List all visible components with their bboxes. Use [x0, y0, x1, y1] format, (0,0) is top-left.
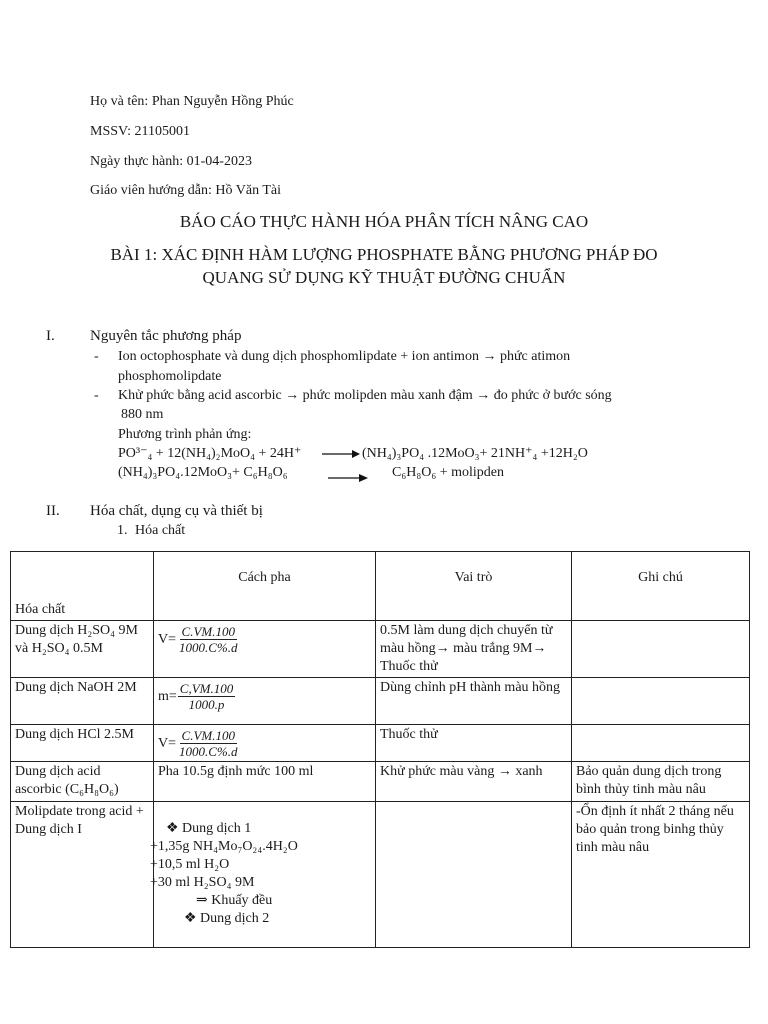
- fraction-numerator: C.VM.100: [181, 624, 235, 639]
- mix-step: ❖ Dung dịch 2: [184, 911, 270, 926]
- subsection-number: 1.: [117, 523, 128, 538]
- header-chemical: Hóa chất: [11, 552, 154, 621]
- formula-prefix: V=: [158, 735, 177, 751]
- bullet-dash: -: [94, 388, 99, 403]
- formula: [158, 728, 371, 759]
- equation-label: Phương trình phản ứng:: [118, 427, 252, 442]
- table-row: [11, 802, 750, 948]
- header-note: Ghi chú: [572, 552, 750, 621]
- section1-title: Nguyên tắc phương pháp: [90, 328, 242, 344]
- equation1-reactants: PO³⁻₄ + 12(NH₄)₂MoO₄ + 24H⁺: [118, 446, 302, 461]
- cell-chemical: Dung dịch HCl 2.5M: [11, 725, 154, 762]
- practice-date: Ngày thực hành: 01-04-2023: [90, 154, 252, 169]
- fraction: [177, 624, 240, 655]
- mix-step: +1,35g NH₄Mo₇O₂₄.4H₂O: [150, 839, 298, 854]
- fraction-denominator: 1000.C%.d: [179, 640, 238, 655]
- cell-preparation: [150, 802, 376, 948]
- principle-item1-line1: Ion octophosphate và dung dịch phosphomlipdate + ion antimon → phức atimon: [118, 349, 571, 364]
- header-preparation: Cách pha: [154, 552, 376, 621]
- section2-number: II.: [46, 503, 60, 519]
- cell-chemical: Dung dịch acid ascorbic (C₆H₈O₆): [11, 762, 154, 802]
- principle-item2-line1: Khử phức bằng acid ascorbic → phức molipden màu xanh đậm → đo phức ở bước sóng: [118, 388, 612, 403]
- table-row: [11, 762, 750, 802]
- cell-note: [572, 678, 750, 725]
- fraction-denominator: 1000.C%.d: [179, 744, 238, 759]
- mix-step: ❖ Dung dịch 1: [166, 821, 252, 836]
- fraction: [178, 681, 235, 712]
- table-header-row: [11, 552, 750, 621]
- formula-prefix: m=: [158, 688, 177, 704]
- reaction-arrow-icon: [322, 448, 360, 460]
- cell-role: Thuốc thử: [376, 725, 572, 762]
- cell-note: Bảo quản dung dịch trong bình thủy tinh màu nâu: [572, 762, 750, 802]
- lesson-title-line1: BÀI 1: XÁC ĐỊNH HÀM LƯỢNG PHOSPHATE BẰNG PHƯƠNG PHÁP ĐO: [110, 245, 658, 264]
- equation2-reactants: (NH₄)₃PO₄.12MoO₃+ C₆H₈O₆: [118, 465, 288, 480]
- cell-note: [572, 725, 750, 762]
- cell-role: 0.5M làm dung dịch chuyển từ màu hồng→ màu trắng 9M→ Thuốc thử: [376, 621, 572, 678]
- fraction: [177, 728, 240, 759]
- header-role: Vai trò: [376, 552, 572, 621]
- cell-preparation: [154, 621, 376, 678]
- cell-chemical: Molipdate trong acid + Dung dịch I: [11, 802, 154, 948]
- lesson-title-line2: QUANG SỬ DỤNG KỸ THUẬT ĐƯỜNG CHUẨN: [202, 268, 566, 287]
- equation1-products: (NH₄)₃PO₄ .12MoO₃+ 21NH⁺₄ +12H₂O: [362, 446, 588, 461]
- fraction-denominator: 1000.p: [188, 697, 225, 712]
- cell-preparation: [154, 725, 376, 762]
- mix-step: ⇒ Khuấy đều: [196, 893, 273, 908]
- principle-item1-line2: phosphomolipdate: [118, 369, 222, 384]
- cell-preparation: [154, 678, 376, 725]
- mix-step: +10,5 ml H₂O: [150, 857, 230, 872]
- formula: [158, 681, 371, 712]
- principle-item2-line2: 880 nm: [121, 407, 164, 422]
- subsection-title: Hóa chất: [135, 523, 186, 538]
- cell-note: [572, 621, 750, 678]
- advisor: Giáo viên hướng dẫn: Hồ Văn Tài: [90, 183, 281, 198]
- mix-step: +30 ml H₂SO₄ 9M: [150, 875, 255, 890]
- section1-number: I.: [46, 328, 55, 344]
- cell-role: [376, 802, 572, 948]
- fraction-numerator: C,VM.100: [179, 681, 234, 696]
- report-title: BÁO CÁO THỰC HÀNH HÓA PHÂN TÍCH NÂNG CAO: [179, 212, 589, 231]
- formula-prefix: V=: [158, 631, 177, 647]
- formula: [158, 624, 371, 655]
- reaction-arrow-icon: [328, 472, 368, 484]
- section2-title: Hóa chất, dụng cụ và thiết bị: [90, 503, 263, 519]
- chemicals-table: [10, 551, 750, 948]
- cell-role: Dùng chỉnh pH thành màu hồng: [376, 678, 572, 725]
- student-name: Họ và tên: Phan Nguyễn Hồng Phúc: [90, 94, 294, 109]
- cell-chemical: Dung dịch NaOH 2M: [11, 678, 154, 725]
- table-row: [11, 725, 750, 762]
- table-row: [11, 621, 750, 678]
- table-row: [11, 678, 750, 725]
- cell-role: Khử phức màu vàng → xanh: [376, 762, 572, 802]
- cell-note: -Ổn định ít nhất 2 tháng nếu bảo quản trong binhg thủy tinh màu nâu: [572, 802, 750, 948]
- cell-chemical: Dung dịch H₂SO₄ 9M và H₂SO₄ 0.5M: [11, 621, 154, 678]
- bullet-dash: -: [94, 349, 99, 364]
- cell-preparation: Pha 10.5g định mức 100 ml: [154, 762, 376, 802]
- equation2-products: C₆H₈O₆ + molipden: [392, 465, 504, 480]
- student-id: MSSV: 21105001: [90, 124, 190, 139]
- fraction-numerator: C.VM.100: [181, 728, 235, 743]
